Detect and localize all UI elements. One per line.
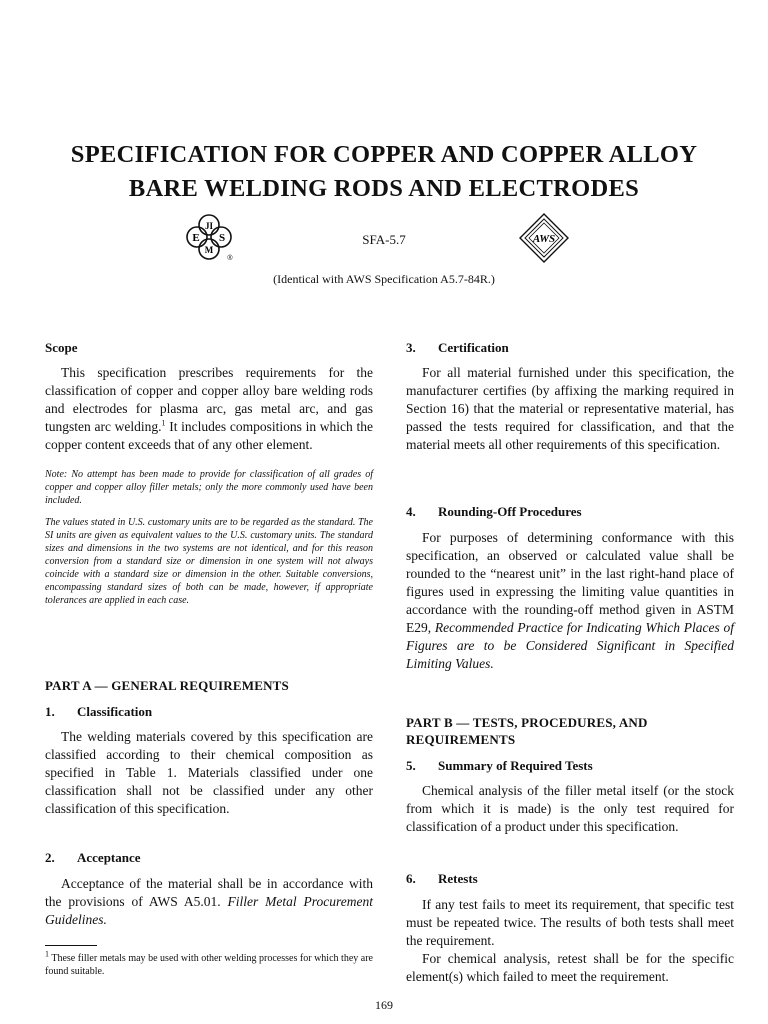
- registered-mark: ®: [227, 255, 233, 262]
- section-2-heading: [45, 849, 373, 866]
- section-2-number: 2.: [45, 850, 55, 865]
- aws-logo-text: AWS: [532, 233, 556, 245]
- section-4-text-plain: For purposes of determining conformance with this specification, an observed or calculated value shall be rounded to the “nearest unit” in the last right-hand place of figures used in expressing the limiting value quantities in accordance with the rounding-off method given in ASTM E29,: [406, 530, 734, 635]
- section-4-block: [406, 503, 734, 673]
- section-6-number: 6.: [406, 871, 416, 886]
- left-column: [45, 339, 373, 607]
- section-5-number: 5.: [406, 758, 416, 773]
- spec-number: SFA-5.7: [362, 232, 406, 247]
- section-3-block: [406, 339, 734, 454]
- section-2-title: Acceptance: [77, 850, 141, 865]
- section-2-text: [45, 875, 373, 929]
- scope-text: This specification prescribes requirements for the classification of copper and copper alloy bare welding rods and electrodes for plasma arc, gas metal arc, and gas tungsten arc welding.: [45, 365, 373, 434]
- section-4-text: [406, 529, 734, 673]
- section-6-title: Retests: [438, 871, 478, 886]
- asme-letter-right: S: [218, 232, 226, 244]
- asme-letter-top: JI: [204, 221, 214, 231]
- footnote: [45, 949, 373, 978]
- section-5-heading: [406, 757, 734, 774]
- section-1-title: Classification: [77, 704, 153, 719]
- scope-heading: Scope: [45, 340, 78, 355]
- note-units: The values stated in U.S. customary units are to be regarded as the standard. The SI units are given as equivalent values to the U.S. customary units. The standard sizes and dimensions in the two systems are not identical, and for this reason conversion from a standard size or dimension in one system will not always coincide with a standard size or dimension in the other. Suitable conversions, encompassing standard sizes of both can be made, however, if appropriate tolerances are applied in each case.: [45, 517, 373, 606]
- footnote-ref: 1: [161, 418, 166, 428]
- title-line-2: BARE WELDING RODS AND ELECTRODES: [128, 175, 640, 202]
- scope-text-cont: It includes compositions in which the copper content exceeds that of any other element.: [45, 419, 373, 452]
- section-3-heading: [406, 339, 734, 356]
- section-3-text: For all material furnished under this specification, the manufacturer certifies (by affixing the marking required in Section 16) that the material or representative material, has passed the tests required for classification, and that the material meets all other requirements of this specification.: [406, 365, 734, 452]
- section-6-block: [406, 870, 734, 986]
- document-title: [0, 138, 768, 206]
- section-5-text: Chemical analysis of the filler metal itself (or the stock from which it is made) is the only test required for classification of a product under this specification.: [406, 783, 734, 834]
- scope-paragraph: [45, 364, 373, 454]
- section-1-number: 1.: [45, 704, 55, 719]
- note-filler-metals: Note: No attempt has been made to provide for classification of all grades of copper and copper alloy filler metals; only the more commonly used have been included.: [45, 469, 373, 506]
- section-6-text-1: If any test fails to meet its requirement, that specific test must be repeated twice. The results of both tests shall meet the requirement.: [406, 897, 734, 948]
- section-3-number: 3.: [406, 340, 416, 355]
- section-2-text-plain: Acceptance of the material shall be in accordance with the provisions of AWS A5.01.: [45, 876, 373, 909]
- part-a-block: [45, 677, 373, 818]
- section-2-text-italic: Filler Metal Procurement Guidelines.: [45, 894, 374, 927]
- section-4-text-italic: Recommended Practice for Indicating Which Places of Figures are to be Considered Significant in Specified Limiting Values.: [406, 620, 734, 671]
- part-b-block: [406, 714, 734, 836]
- section-2-block: [45, 849, 373, 929]
- section-4-number: 4.: [406, 504, 416, 519]
- section-4-heading: [406, 503, 734, 520]
- part-a-heading: PART A — GENERAL REQUIREMENTS: [45, 678, 289, 693]
- aws-logo: [518, 212, 570, 264]
- section-4-title: Rounding-Off Procedures: [438, 504, 582, 519]
- asme-letter-left: E: [192, 232, 200, 244]
- footnote-rule: [45, 945, 97, 946]
- section-1-heading: [45, 703, 373, 720]
- asme-letter-bottom: M: [204, 245, 214, 255]
- part-b-heading: PART B — TESTS, PROCEDURES, AND REQUIREMENTS: [406, 715, 648, 747]
- section-5-title: Summary of Required Tests: [438, 758, 593, 773]
- identical-note: (Identical with AWS Specification A5.7-84R.): [273, 272, 495, 286]
- title-line-1: SPECIFICATION FOR COPPER AND COPPER ALLOY: [70, 141, 698, 168]
- footnote-mark: 1: [45, 949, 49, 959]
- section-1-text: The welding materials covered by this specification are classified according to their chemical composition as specified in Table 1. Materials classified under one classification shall not be classified under any other classification of this specification.: [45, 729, 373, 816]
- section-6-text-2: For chemical analysis, retest shall be for the specific element(s) which failed to meet the requirement.: [406, 951, 734, 984]
- page-number: 169: [375, 998, 393, 1012]
- footnote-text: These filler metals may be used with other welding processes for which they are found suitable.: [45, 953, 373, 977]
- section-6-heading: [406, 870, 734, 887]
- section-3-title: Certification: [438, 340, 509, 355]
